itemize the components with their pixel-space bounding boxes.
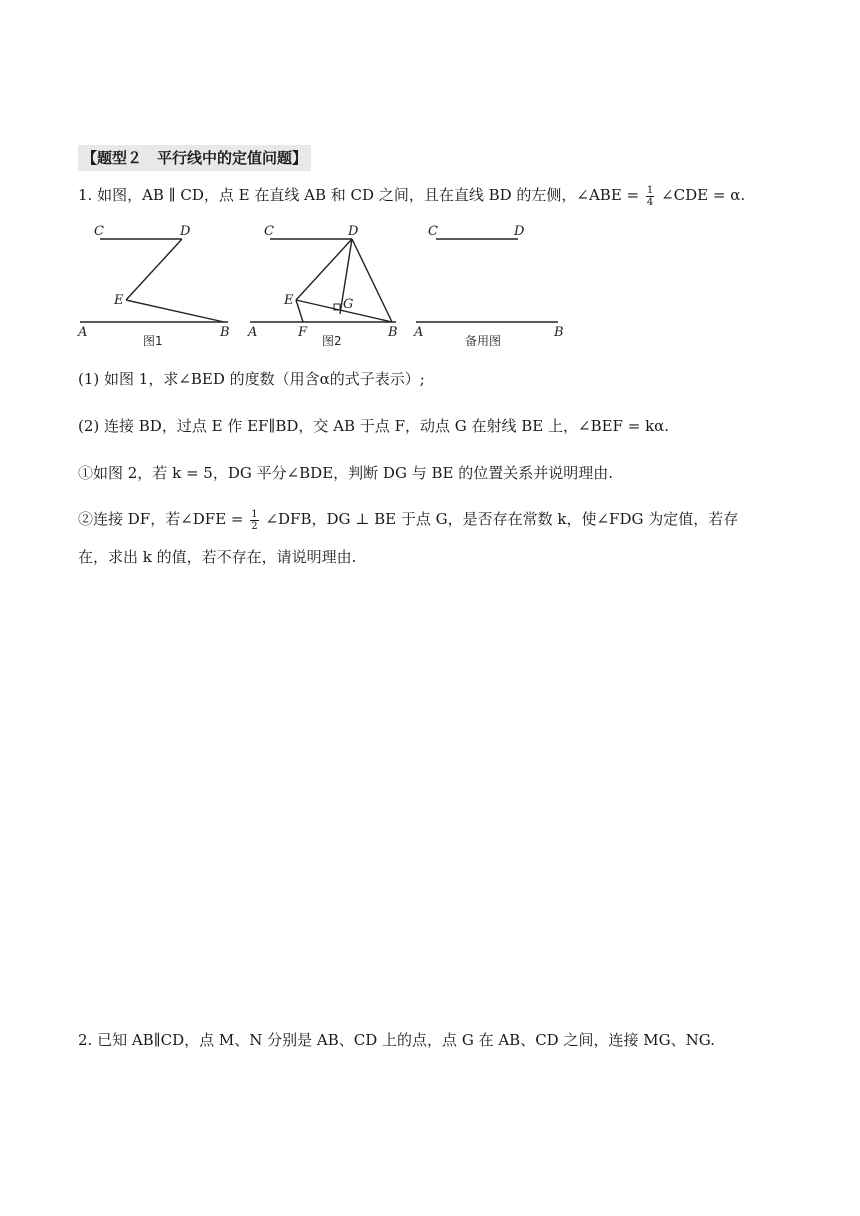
fig1-label-c: C	[94, 224, 104, 239]
fraction-one-quarter	[646, 185, 654, 208]
question-1-part-2-1: ①如图 2，若 k = 5，DG 平分∠BDE，判断 DG 与 BE 的位置关系并说明理由.	[78, 464, 613, 482]
fig1-label-e: E	[114, 293, 124, 308]
fig2-caption: 图2	[322, 334, 342, 348]
fig1-label-d: D	[180, 224, 191, 239]
fraction-numerator: 1	[646, 184, 654, 196]
fig2-label-d: D	[348, 224, 359, 239]
question-2-stem: 2. 已知 AB∥CD，点 M、N 分别是 AB、CD 上的点，点 G 在 AB、CD 之间，连接 MG、NG.	[78, 1031, 715, 1049]
fig2-label-c: C	[264, 224, 274, 239]
fraction-denominator: 4	[646, 196, 654, 208]
question-1-part-2-2-suffix: ∠DFB，DG ⊥ BE 于点 G，是否存在常数 k，使∠FDG 为定值，若存	[265, 510, 739, 528]
question-1-part-1: (1) 如图 1，求∠BED 的度数（用含α的式子表示）;	[78, 370, 425, 388]
fig1-label-b: B	[220, 325, 230, 340]
fraction-numerator: 1	[251, 508, 258, 520]
question-1-part-2: (2) 连接 BD，过点 E 作 EF∥BD，交 AB 于点 F，动点 G 在射线 BE 上，∠BEF = kα.	[78, 417, 670, 435]
fig3-label-d: D	[514, 224, 525, 239]
question-1-part-2-2-prefix: ②连接 DF，若∠DFE =	[78, 510, 244, 528]
fig3-label-b: B	[554, 325, 564, 340]
fig1-caption: 图1	[143, 334, 163, 348]
fig2-label-a: A	[248, 325, 258, 340]
fig2-label-e: E	[284, 293, 294, 308]
fig2-label-f: F	[298, 325, 308, 340]
question-1-stem-prefix: 1. 如图，AB ∥ CD，点 E 在直线 AB 和 CD 之间，且在直线 BD 的左侧，∠ABE =	[78, 186, 640, 204]
question-1-stem-suffix: ∠CDE = α.	[661, 186, 746, 204]
question-1-stem	[78, 184, 745, 208]
fig3-label-c: C	[428, 224, 438, 239]
fig2-label-g: G	[343, 297, 354, 312]
section-title: 【题型２ 平行线中的定值问题】	[78, 145, 311, 171]
fig3-caption: 备用图	[465, 334, 502, 348]
geometry-figures	[0, 218, 860, 358]
question-1-part-2-2	[78, 508, 738, 532]
fraction-one-half	[250, 509, 258, 532]
question-1-part-2-2-continued: 在，求出 k 的值，若不存在，请说明理由.	[78, 548, 357, 566]
fig1-label-a: A	[78, 325, 88, 340]
fig2-label-b: B	[388, 325, 398, 340]
fraction-denominator: 2	[251, 520, 258, 532]
fig3-label-a: A	[414, 325, 424, 340]
